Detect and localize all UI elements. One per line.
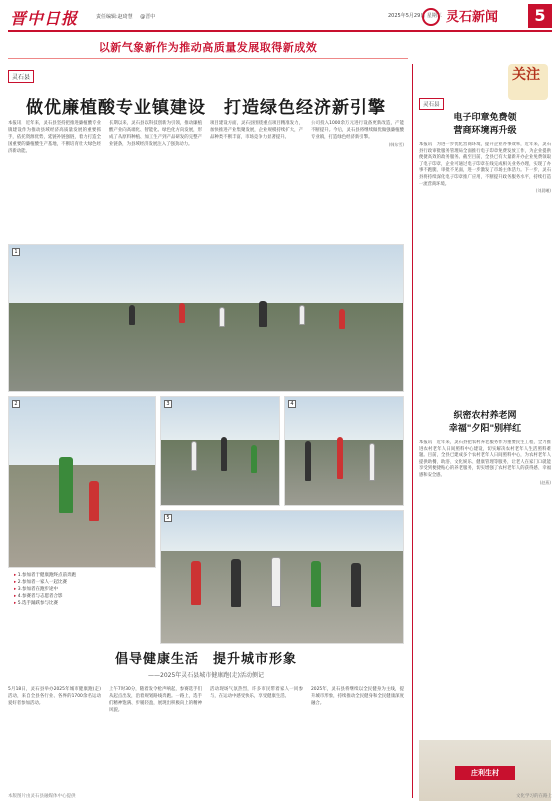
right-article-2-body (419, 440, 551, 740)
photo-number-4: 4 (288, 400, 296, 408)
runner-figure (339, 309, 345, 329)
lead-article (8, 64, 404, 244)
lead-region-tag: 灵石县 (8, 70, 34, 83)
photo-runners-midway (160, 396, 280, 506)
photo-number-2: 2 (12, 400, 20, 408)
runner-figure (337, 437, 343, 479)
masthead (8, 4, 552, 32)
runner-figure (369, 443, 375, 481)
health-columns (8, 686, 404, 796)
masthead-handle: @晋中 (140, 14, 156, 20)
photo-caption: ▸ 2.参加者一家人一起比赛 (14, 579, 134, 586)
photo-ground (9, 465, 155, 567)
health-column-4: 2025年，灵石县将继续以全民健身为主线，提升城市形象，持续推动全民健身和全民健康深度融合。 (311, 687, 404, 706)
photo-caption: ▸ 1.参加者于健康跑终点前奔跑 (14, 572, 134, 579)
photo-caption: ▸ 5.选手踊跃参与比赛 (14, 600, 134, 607)
right-region-tag: 灵石县 (419, 98, 444, 110)
paper-name: 晋中日报 (10, 9, 79, 28)
lead-column-4-text: 公司投入1000余万元进行设备更新改造，产能不断提升。今后，灵石县将继续做优做强廉植酸专业镇，打造绿色经济新引擎。 (311, 121, 404, 140)
right-article-2-text: 本报讯 近年来，灵石县把农村养老服务作为重要民生工程，全力推进农村老年人日间照料中心建设，切实解决农村老年人生活照料难题。目前，全县已建成多个农村老年人日间照料中心，为农村老年人提供助餐、助浴、文化娱乐、健康管理等服务，让老人在家门口就能享受到便捷贴心的养老服务，切实增强了农村老年人的获得感、幸福感和安全感。 (419, 440, 551, 478)
runner-figure (231, 559, 241, 607)
health-column-3: 活动现场气氛热烈，许多市民带着家人一同参与，在运动中感受快乐，享受健康生活。 (210, 687, 303, 699)
runner-figure (179, 303, 185, 323)
right-article-1-body (419, 142, 551, 392)
health-subtitle: ——2025年灵石县城市健康跑(走)活动侧记 (148, 672, 264, 679)
photo-number-5: 5 (164, 514, 172, 522)
lead-byline: (韩东雪) (388, 142, 404, 147)
runner-figure (59, 457, 73, 513)
right-article-1-byline: (刘晨曦) (535, 188, 551, 194)
photo-race-start (8, 244, 404, 392)
runner-figure (271, 557, 281, 607)
right-article-1-text: 本报讯 为进一步优化营商环境，提升企业办事效率，近年来，灵石县行政审批服务管理局全面推行电子印章免费发放工作，为企业提供便捷高效的政务服务。截至目前，全县已有大量新开办企业免费领取了电子印章，企业可通过电子印章在线完成相关业务办理，实现了办事不跑腿、审批不见面，进一步激发了市场主体活力。下一步，灵石县将持续深化电子印章推广应用，不断提升政务服务水平，持续打造一流营商环境。 (419, 142, 551, 187)
runner-figure (129, 305, 135, 325)
photo-number-1: 1 (12, 248, 20, 256)
feature-tag (492, 64, 548, 104)
section-logo-icon (422, 8, 440, 26)
photo-sky (9, 245, 403, 303)
page-footer (8, 793, 552, 799)
runner-figure (221, 437, 227, 471)
photo-sky (161, 511, 403, 551)
photo-family-run (8, 396, 156, 568)
lead-title: 做优廉植酸专业镇建设 打造绿色经济新引擎 (26, 98, 386, 118)
page-number: 5 (528, 4, 552, 28)
runner-figure (259, 301, 267, 327)
masthead-meta (96, 13, 161, 20)
health-column-1: 5月18日，灵石县举办2025年城市健康跑(走)活动，来自全县各行业、各界的1700余名运动爱好者参加活动。 (8, 687, 101, 706)
section-title: 灵石新闻 (446, 10, 499, 25)
lead-column-2: 长期以来，灵石县以科技创新为引领，推动廉植酸产业向高端化、智能化、绿色化方向发展，形成了从原料种植、加工生产到产品研发的完整产业链条，为县域经济发展注入了强劲动力。 (109, 121, 202, 147)
photo-sky (285, 397, 403, 440)
photo-participants (160, 510, 404, 644)
health-column-2: 上午7时30分，随着发令枪声响起，参赛选手们从起点出发，沿着规划路线奔跑。一路上，选手们精神饱满、步履轻盈，展现出积极向上的精神风貌。 (109, 687, 202, 713)
photo-sky (9, 397, 155, 465)
photo-caption: ▸ 3.参加者在跑步途中 (14, 586, 134, 593)
footer-left: 本版图片由灵石县融媒体中心提供 (8, 794, 76, 799)
runner-figure (311, 561, 321, 607)
footer-right: 文化学习的在路上 (516, 794, 552, 799)
lead-columns (8, 120, 404, 240)
photo-sky (161, 397, 279, 440)
photo-sign: 庄利生村 (455, 766, 515, 780)
lead-column-3: 项目建设方面，灵石县围绕重点项目精准发力，加快推进产业集聚发展，企业规模持续扩大，产品种类不断丰富，市场竞争力显著提升。 (210, 121, 303, 140)
banner-text: 以新气象新作为推动高质量发展取得新成效 (98, 41, 318, 54)
runner-figure (299, 305, 305, 325)
photo-volunteers (284, 396, 404, 506)
health-article (8, 648, 404, 798)
right-article-2-title: 织密农村养老网 幸福"夕阳"别样红 (448, 411, 522, 434)
runner-figure (191, 561, 201, 605)
feature-tag-text: 关注 (512, 67, 540, 83)
runner-figure (351, 563, 361, 607)
photo-number-3: 3 (164, 400, 172, 408)
photo-ground (285, 440, 403, 505)
masthead-editor: 责任编辑:赵琦慧 (96, 14, 133, 20)
banner (8, 36, 408, 60)
lead-column-4 (311, 120, 404, 240)
runner-figure (251, 445, 257, 473)
health-title: 倡导健康生活 提升城市形象 (114, 652, 297, 667)
runner-figure (305, 441, 311, 481)
photo-ground (161, 440, 279, 505)
right-column (412, 64, 552, 798)
runner-figure (191, 441, 197, 471)
photo-caption: ▸ 4.参赛者与志愿者合影 (14, 593, 134, 600)
runner-figure (219, 307, 225, 327)
photo-elderly-care (419, 740, 551, 801)
right-article-2-byline: (赵燕) (539, 479, 551, 485)
masthead-date: 2025年5月29日 星期三 (388, 13, 442, 19)
lead-column-1: 本报讯 近年来，灵石县坚持把推进廉植酸专业镇建设作为推动县域经济高质量发展的重要抓手，依托资源优势，延链补链强链，着力打造全国重要的廉植酸生产基地，不断培育壮大绿色经济新动能。 (8, 121, 101, 154)
photo-captions (14, 572, 134, 607)
right-article-1-title: 电子印章免费领 营商环境再升级 (453, 113, 517, 136)
banner-rule (8, 58, 408, 59)
runner-figure (89, 481, 99, 521)
